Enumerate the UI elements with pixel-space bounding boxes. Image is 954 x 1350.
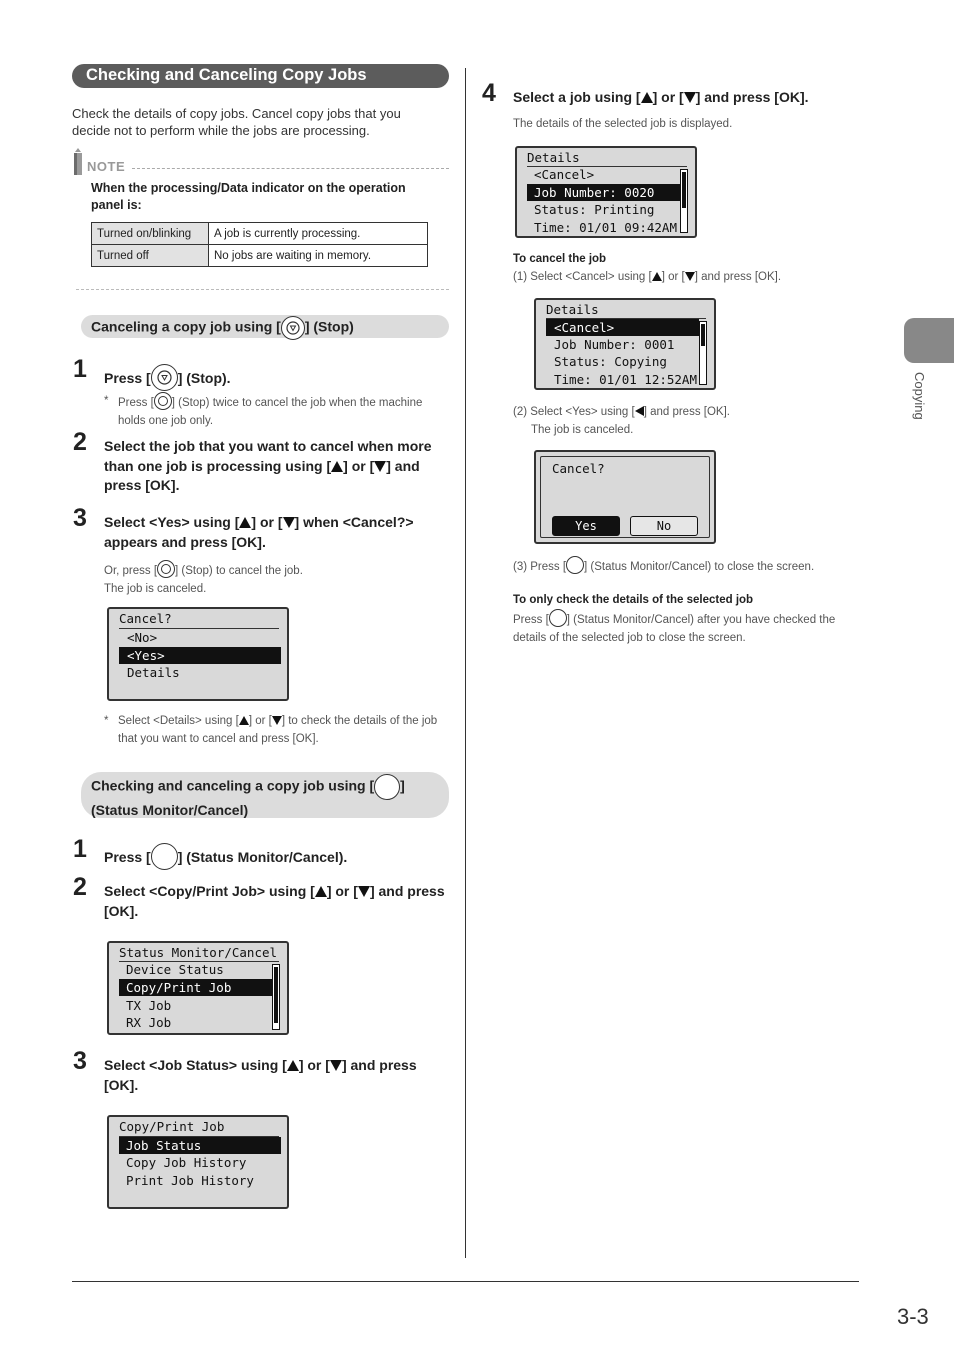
lcd-line: Status: Printing: [534, 202, 655, 217]
step-number: 4: [482, 79, 496, 107]
lcd-scrollbar: [680, 169, 688, 233]
lcd-scrollbar: [272, 964, 280, 1030]
lcd-yes-button: Yes: [552, 516, 620, 536]
monitor-subsection-title: Checking and canceling a copy job using [ ] (Status Monitor/Cancel): [91, 774, 405, 820]
lcd-scrollbar: [699, 321, 707, 385]
monitor-step1: Press [ ] (Status Monitor/Cancel).: [104, 843, 347, 870]
lcd-copy-print-job: [107, 1115, 289, 1209]
lcd-line: Copy/Print Job: [119, 1119, 225, 1134]
step-number: 1: [73, 355, 87, 383]
lcd-line-selected: Copy/Print Job: [119, 979, 272, 996]
only-check-text: Press [ ] (Status Monitor/Cancel) after you have checked the details of the selected job to close the screen.: [513, 609, 843, 647]
table-row: [92, 223, 428, 245]
right-step4-note: The details of the selected job is displayed.: [513, 118, 733, 130]
down-arrow-icon: [358, 886, 370, 897]
step-number: 1: [73, 835, 87, 863]
stop-icon: [281, 316, 305, 340]
section-title: Checking and Canceling Copy Jobs: [86, 66, 367, 84]
lcd-line: Details: [546, 302, 599, 317]
step-number: 3: [73, 504, 87, 532]
table-cell: Turned off: [92, 245, 209, 267]
cancel-step-2: (2) Select <Yes> using [ ] and press [OK]. The job is canceled.: [513, 406, 730, 436]
up-arrow-icon: [239, 517, 251, 528]
up-arrow-icon: [652, 272, 662, 281]
note-label: NOTE: [87, 159, 126, 174]
lcd-line: Cancel?: [119, 611, 172, 626]
note-end-divider: [76, 289, 449, 290]
lcd-line-selected: Job Number: 0020: [527, 184, 680, 201]
lcd-line: <Cancel>: [534, 167, 595, 182]
cancel-step-3: (3) Press [ ] (Status Monitor/Cancel) to close the screen.: [513, 556, 814, 576]
stop-step1-note: * Press [ ] (Stop) twice to cancel the job when the machine holds one job only.: [104, 392, 444, 430]
cancel-step-1: (1) Select <Cancel> using [ ] or [ ] and press [OK].: [513, 271, 782, 283]
down-arrow-icon: [330, 1060, 342, 1071]
note-table: [91, 222, 428, 267]
lcd-no-button: No: [630, 516, 698, 536]
chapter-tab: [904, 318, 954, 363]
footer-rule: [72, 1281, 859, 1282]
intro-text: Check the details of copy jobs. Cancel copy jobs that you decide not to perform while the jobs are processing.: [72, 106, 401, 138]
column-divider: [465, 68, 466, 1258]
up-arrow-icon: [287, 1060, 299, 1071]
stop-after-note: * Select <Details> using [ ] or [ ] to check the details of the job that you want to cancel and press [OK].: [104, 715, 438, 745]
down-arrow-icon: [374, 461, 386, 472]
lcd-line: Cancel?: [552, 461, 605, 476]
table-cell: A job is currently processing.: [209, 223, 428, 245]
status-monitor-icon: [549, 609, 567, 627]
lcd-line: TX Job: [126, 998, 172, 1013]
monitor-step2: Select <Copy/Print Job> using [ ] or [ ] and press [OK].: [104, 883, 445, 919]
table-cell: Turned on/blinking: [92, 223, 209, 245]
stop-icon: [154, 392, 172, 410]
lcd-line: Status: Copying: [554, 354, 667, 369]
lcd-cancel-confirm: [534, 450, 716, 544]
stop-subsection-title: Canceling a copy job using [ ] (Stop): [91, 316, 354, 340]
lcd-line: Time: 01/01 12:52AM: [554, 372, 697, 387]
lcd-line: Time: 01/01 09:42AM: [534, 220, 677, 235]
lcd-details-1: [515, 146, 697, 238]
step-number: 2: [73, 873, 87, 901]
table-cell: No jobs are waiting in memory.: [209, 245, 428, 267]
page-number: 3-3: [897, 1304, 929, 1329]
down-arrow-icon: [685, 272, 695, 281]
stop-step3-note: Or, press [ ] (Stop) to cancel the job. The job is canceled.: [104, 560, 444, 598]
cancel-job-heading: To cancel the job: [513, 253, 607, 265]
lcd-line: Status Monitor/Cancel: [119, 945, 278, 960]
stop-step2: Select the job that you want to cancel when more than one job is processing using [ ] or [ ] and press [OK].: [104, 438, 432, 493]
lcd-line: Job Number: 0001: [554, 337, 675, 352]
lcd-status-monitor: [107, 941, 289, 1035]
up-arrow-icon: [239, 716, 249, 725]
down-arrow-icon: [283, 517, 295, 528]
up-arrow-icon: [641, 92, 653, 103]
stop-icon: [151, 364, 178, 391]
lcd-line-selected: Job Status: [119, 1137, 281, 1154]
chapter-tab-label: Copying: [912, 372, 927, 420]
table-row: [92, 245, 428, 267]
status-monitor-icon: [151, 843, 178, 870]
only-check-heading: To only check the details of the selected job: [513, 594, 754, 606]
left-arrow-icon: [635, 406, 644, 416]
lcd-line-selected: <Cancel>: [546, 319, 699, 336]
stop-icon: [157, 560, 175, 578]
down-arrow-icon: [684, 92, 696, 103]
status-monitor-icon: [566, 556, 584, 574]
lcd-line: Copy Job History: [126, 1155, 247, 1170]
lcd-line: Details: [527, 150, 580, 165]
lcd-line: Device Status: [126, 962, 224, 977]
note-heading: When the processing/Data indicator on the operation panel is:: [91, 181, 406, 212]
lcd-line: RX Job: [126, 1015, 172, 1030]
status-monitor-icon: [374, 774, 400, 800]
lcd-line-selected: <Yes>: [119, 647, 281, 664]
lcd-cancel-screen: [107, 607, 289, 701]
up-arrow-icon: [315, 886, 327, 897]
monitor-step3: Select <Job Status> using [ ] or [ ] and press [OK].: [104, 1057, 417, 1093]
step-number: 2: [73, 428, 87, 456]
lcd-details-2: [534, 298, 716, 390]
pencil-icon: [72, 148, 84, 176]
up-arrow-icon: [331, 461, 343, 472]
lcd-line: Details: [127, 665, 180, 680]
section-title-bar: [72, 64, 449, 88]
right-step4: Select a job using [ ] or [ ] and press [OK].: [513, 89, 809, 105]
stop-step3: Select <Yes> using [ ] or [ ] when <Cancel?> appears and press [OK].: [104, 514, 414, 550]
step-number: 3: [73, 1047, 87, 1075]
lcd-line: <No>: [127, 630, 158, 645]
lcd-line: Print Job History: [126, 1173, 254, 1188]
note-divider: [132, 168, 449, 169]
down-arrow-icon: [272, 716, 282, 725]
stop-step1: Press [ ] (Stop).: [104, 364, 231, 391]
